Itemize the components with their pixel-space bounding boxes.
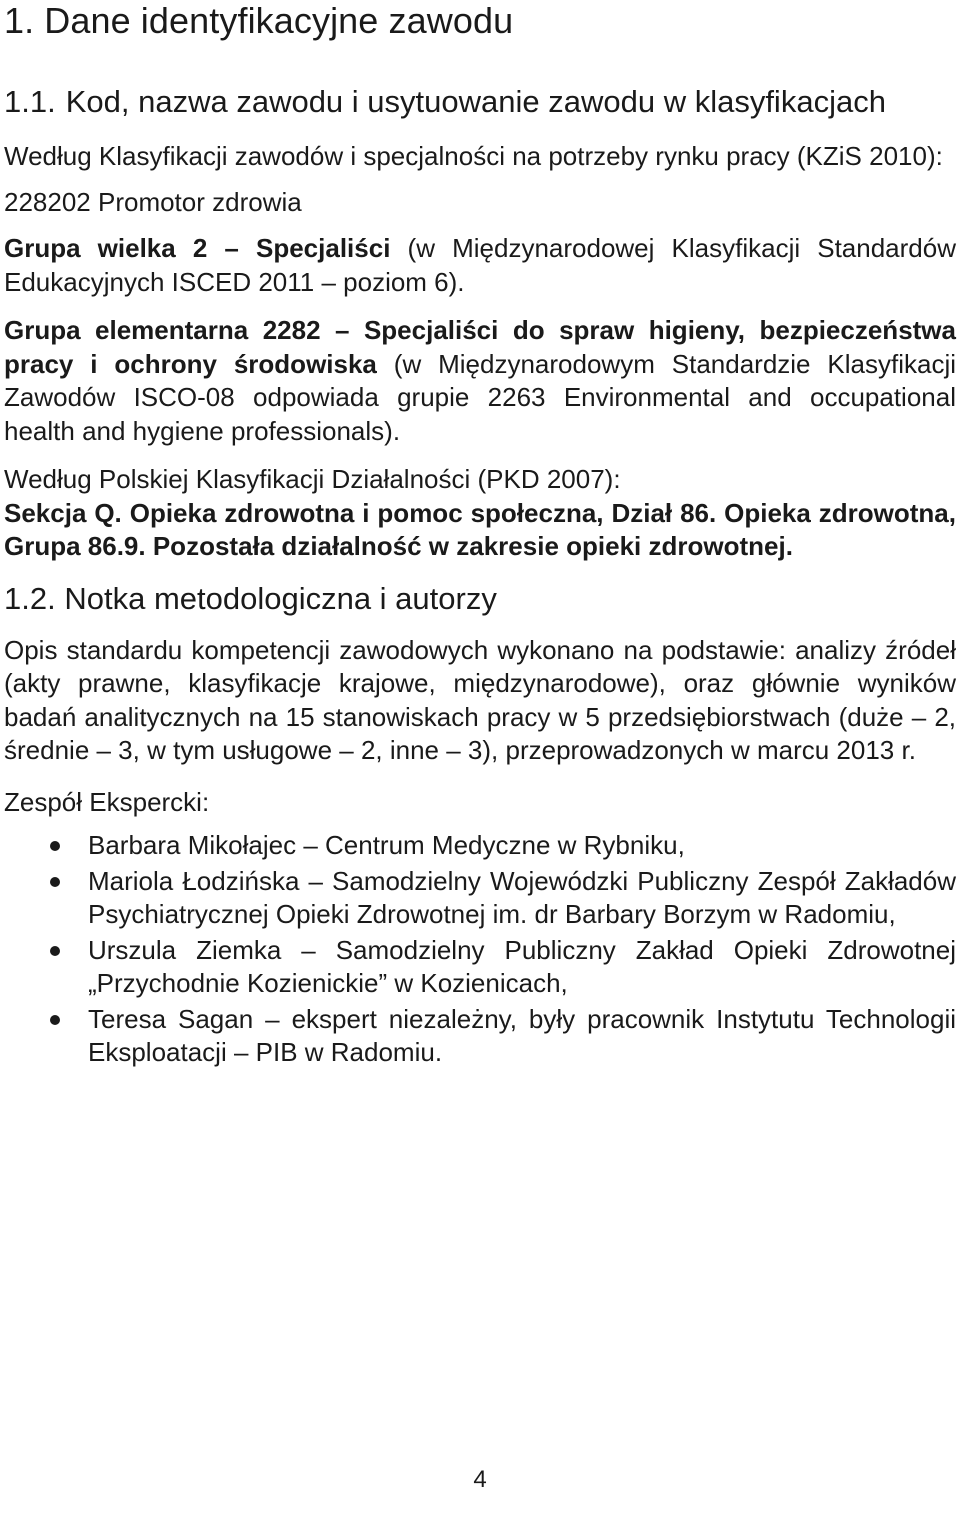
expert-team-label: Zespół Ekspercki: [4, 786, 210, 817]
section-1-1-heading [4, 83, 956, 121]
heading-dane-identyfikacyjne [4, 0, 956, 41]
major-group-paragraph [4, 232, 956, 299]
section-1-2-title: Notka metodologiczna i autorzy [64, 580, 497, 616]
expert-text: Urszula Ziemka – Samodzielny Publiczny Zakład Opieki Zdrowotnej „Przychodnie Kozienickie” w Kozienicach, [88, 934, 956, 998]
elementary-group-rest: (w Międzynarodowym Standardzie Klasyfikacji Zawodów ISCO-08 odpowiada grupie 2263 Environmental and occupational health and hygiene professionals). [4, 348, 957, 446]
expert-list-item [4, 829, 956, 863]
major-group-bold: Grupa wielka 2 – Specjaliści [4, 233, 391, 263]
section-1-2-number: 1.2. [4, 580, 56, 616]
expert-list [4, 829, 956, 1070]
pkd-intro: Według Polskiej Klasyfikacji Działalności (PKD 2007): [4, 464, 621, 494]
expert-list-item [4, 865, 956, 932]
section-1-1-number: 1.1. [4, 84, 56, 119]
section-1-2-heading [4, 580, 956, 618]
major-group-rest: (w Międzynarodowej Klasyfikacji Standardów Edukacyjnych ISCED 2011 – poziom 6). [4, 233, 956, 297]
bullet-icon [50, 946, 60, 956]
expert-list-item [4, 934, 956, 1001]
document-page [4, 0, 956, 1515]
expert-text: Barbara Mikołajec – Centrum Medyczne w Rybniku, [88, 830, 685, 860]
expert-text: Teresa Sagan – ekspert niezależny, były pracownik Instytutu Technologii Eksploatacji – PIB w Radomiu. [88, 1003, 956, 1067]
elementary-group-paragraph [4, 314, 956, 448]
occupation-code: 228202 Promotor zdrowia [4, 186, 302, 217]
expert-text: Mariola Łodzińska – Samodzielny Wojewódzki Publiczny Zespół Zakładów Psychiatrycznej Opieki Zdrowotnej im. dr Barbary Borzym w Radomiu, [88, 865, 956, 929]
heading-number: 1. [4, 0, 35, 41]
bullet-icon [50, 841, 60, 851]
elementary-group-bold: Grupa elementarna 2282 – Specjaliści do spraw higieny, bezpieczeństwa pracy i ochrony środowiska [4, 315, 956, 379]
kzis-intro: Według Klasyfikacji zawodów i specjalności na potrzeby rynku pracy (KZiS 2010): [4, 141, 943, 171]
section-1-1-title: Kod, nazwa zawodu i usytuowanie zawodu w klasyfikacjach [65, 84, 886, 119]
methodology-description: Opis standardu kompetencji zawodowych wykonano na podstawie: analizy źródeł (akty prawne, klasyfikacje krajowe, międzynarodowe), oraz głównie wyników badań analitycznych na 15 stanowiskach pracy w 5 przedsiębiorstwach (duże – 2, średnie – 3, w tym usługowe – 2, inne – 3), przeprowadzonych w marcu 2013 r. [4, 634, 956, 765]
bullet-icon [50, 1015, 60, 1025]
expert-list-item [4, 1003, 956, 1070]
bullet-icon [50, 877, 60, 887]
heading-title: Dane identyfikacyjne zawodu [44, 0, 514, 41]
pkd-body: Sekcja Q. Opieka zdrowotna i pomoc społeczna, Dział 86. Opieka zdrowotna, Grupa 86.9. Pozostała działalność w zakresie opieki zdrowotnej. [4, 497, 956, 561]
page-number: 4 [473, 1466, 487, 1493]
